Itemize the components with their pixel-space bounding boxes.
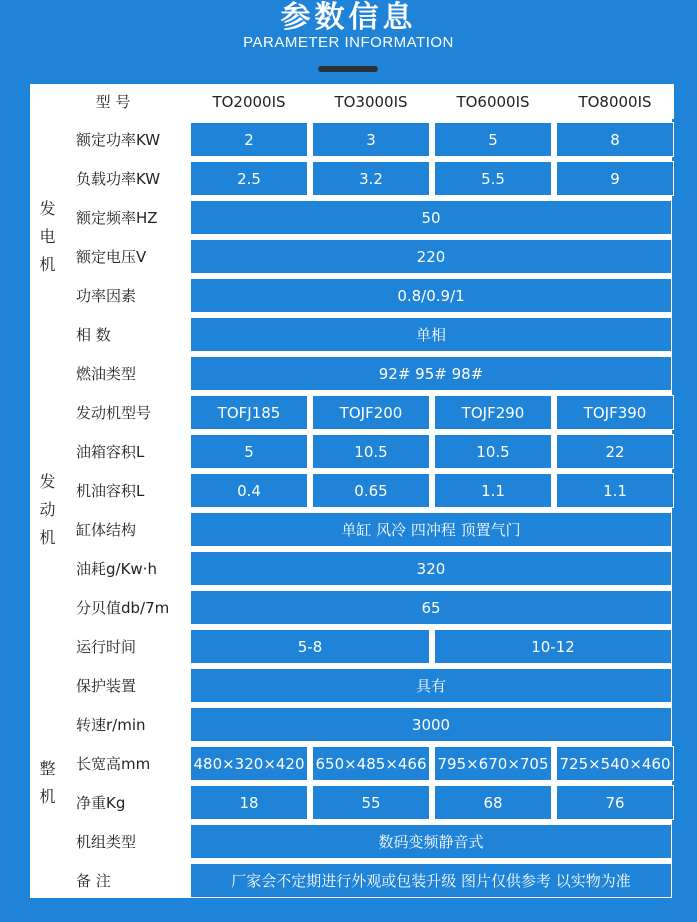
title-divider [318, 66, 378, 72]
table-cell-wide: 320 [190, 551, 672, 586]
row-label-rated-freq: 额定频率HZ [66, 200, 186, 235]
table-cell: 10.5 [434, 434, 552, 469]
table-cell: 0.4 [190, 473, 308, 508]
group-generator [30, 122, 65, 352]
row-label-noise: 分贝值db/7m [66, 590, 186, 625]
group-char: 机 [39, 528, 56, 547]
table-cell: 18 [190, 785, 308, 820]
table-cell: 3.2 [312, 161, 430, 196]
page-subtitle: PARAMETER INFORMATION [243, 34, 454, 51]
row-label-power-factor: 功率因素 [66, 278, 186, 313]
group-whole [30, 668, 65, 898]
row-label-rated-power: 额定功率KW [66, 122, 186, 157]
table-cell: 2.5 [190, 161, 308, 196]
table-cell: 10.5 [312, 434, 430, 469]
model-header-label: 型 号 [30, 84, 186, 119]
group-char: 发 [39, 199, 56, 218]
table-cell-wide: 3000 [190, 707, 672, 742]
table-cell-wide: 具有 [190, 668, 672, 703]
table-cell: 5 [190, 434, 308, 469]
row-label-fuel-type: 燃油类型 [66, 356, 186, 391]
row-label-protection: 保护装置 [66, 668, 186, 703]
row-label-unit-type: 机组类型 [66, 824, 186, 859]
group-char: 机 [39, 787, 56, 806]
table-cell: 5-8 [190, 629, 430, 664]
row-label-engine-model: 发动机型号 [66, 395, 186, 430]
table-cell: TOJF290 [434, 395, 552, 430]
row-label-oil-capacity: 机油容积L [66, 473, 186, 508]
row-label-rated-voltage: 额定电压V [66, 239, 186, 274]
table-cell: 68 [434, 785, 552, 820]
table-cell-wide: 50 [190, 200, 672, 235]
table-cell: 0.65 [312, 473, 430, 508]
table-cell: 1.1 [434, 473, 552, 508]
table-cell: 1.1 [556, 473, 674, 508]
model-header-cell: TO6000IS [434, 84, 552, 119]
model-header-cell: TO3000IS [312, 84, 430, 119]
row-label-speed: 转速r/min [66, 707, 186, 742]
group-char: 整 [39, 759, 56, 778]
row-label-phase: 相 数 [66, 317, 186, 352]
table-cell: 55 [312, 785, 430, 820]
row-label-tank-capacity: 油箱容积L [66, 434, 186, 469]
table-cell-wide: 0.8/0.9/1 [190, 278, 672, 313]
table-cell: 5.5 [434, 161, 552, 196]
table-cell-wide: 220 [190, 239, 672, 274]
group-char: 动 [39, 500, 56, 519]
table-cell-wide: 数码变频静音式 [190, 824, 672, 859]
table-cell: TOJF200 [312, 395, 430, 430]
row-label-remark: 备 注 [66, 863, 186, 898]
table-cell-wide: 单相 [190, 317, 672, 352]
table-cell: 5 [434, 122, 552, 157]
table-cell: TOFJ185 [190, 395, 308, 430]
table-cell-wide: 92# 95# 98# [190, 356, 672, 391]
table-cell: 2 [190, 122, 308, 157]
parameter-table [30, 84, 672, 898]
table-cell: 795×670×705 [434, 746, 552, 781]
table-cell: 725×540×460 [556, 746, 674, 781]
table-cell-wide: 单缸 风冷 四冲程 顶置气门 [190, 512, 672, 547]
table-cell-wide: 65 [190, 590, 672, 625]
model-header-cell: TO8000IS [556, 84, 674, 119]
model-header-cell: TO2000IS [190, 84, 308, 119]
table-cell: 480×320×420 [190, 746, 308, 781]
bottom-strip [0, 908, 697, 922]
row-label-net-weight: 净重Kg [66, 785, 186, 820]
table-cell: 650×485×466 [312, 746, 430, 781]
group-engine [30, 356, 65, 664]
row-label-cylinder: 缸体结构 [66, 512, 186, 547]
page-title: 参数信息 [280, 0, 417, 35]
table-cell-wide: 厂家会不定期进行外观或包装升级 图片仅供参考 以实物为准 [190, 863, 672, 898]
table-cell: 3 [312, 122, 430, 157]
table-cell: TOJF390 [556, 395, 674, 430]
table-cell: 10-12 [434, 629, 672, 664]
table-cell: 8 [556, 122, 674, 157]
table-cell: 9 [556, 161, 674, 196]
row-label-dimensions: 长宽高mm [66, 746, 186, 781]
table-cell: 76 [556, 785, 674, 820]
row-label-load-power: 负载功率KW [66, 161, 186, 196]
table-cell: 22 [556, 434, 674, 469]
group-char: 发 [39, 472, 56, 491]
group-char: 电 [39, 227, 56, 246]
group-char: 机 [39, 255, 56, 274]
row-label-fuel-consumption: 油耗g/Kw·h [66, 551, 186, 586]
row-label-run-time: 运行时间 [66, 629, 186, 664]
